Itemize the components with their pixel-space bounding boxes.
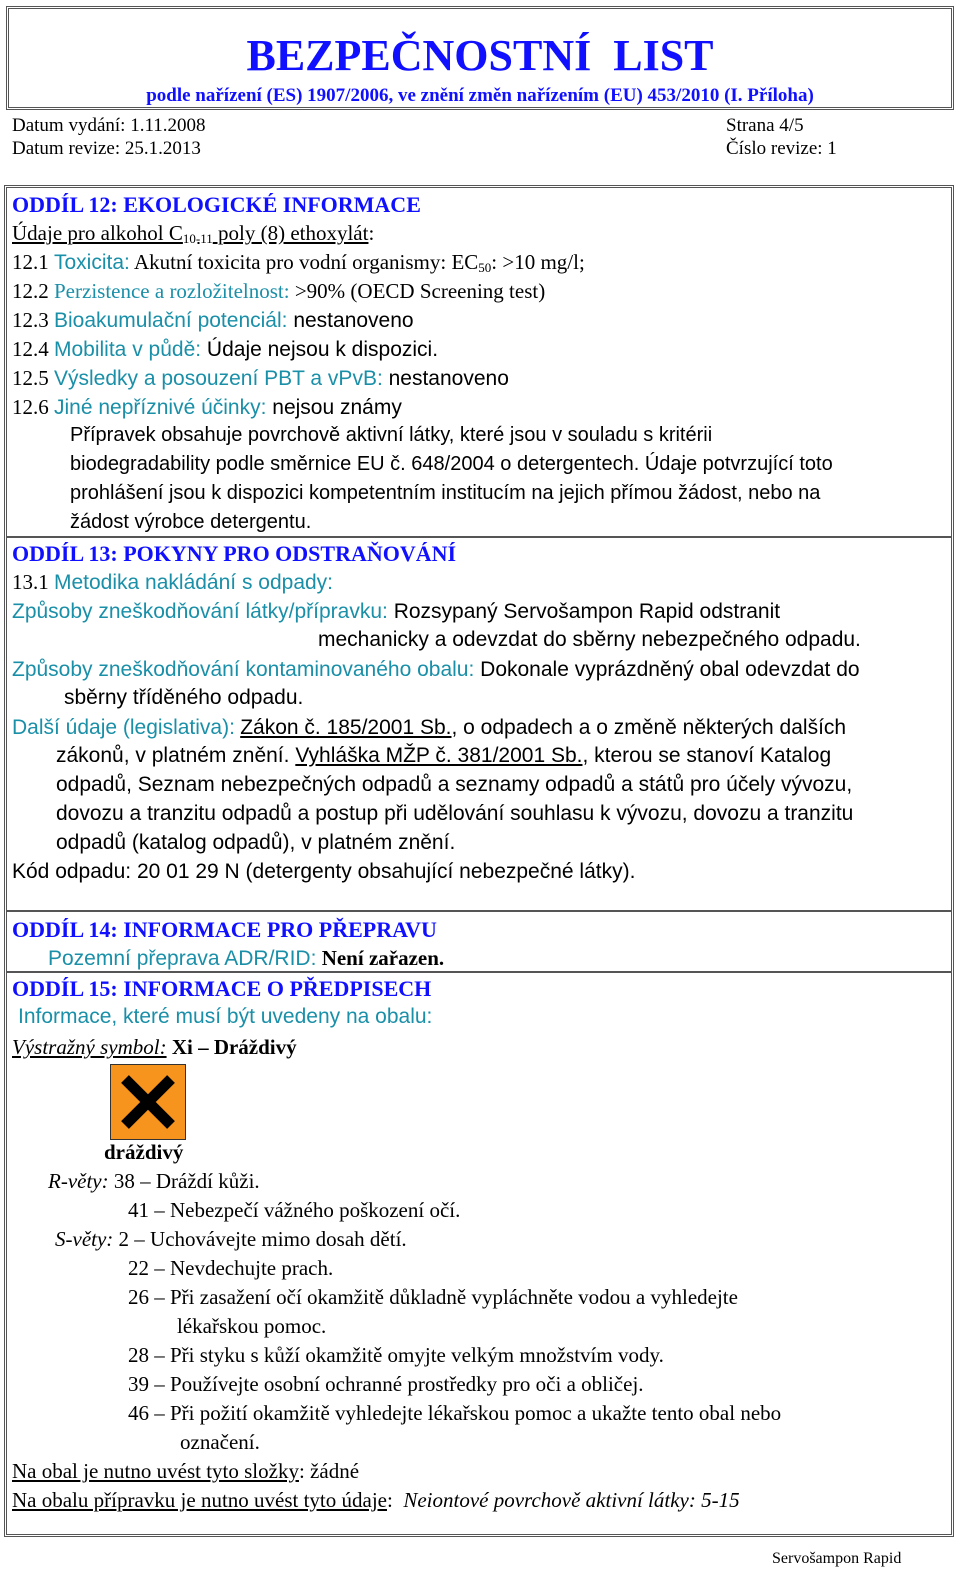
s-phrases-3: 26 – Při zasažení očí okamžitě důkladně vypláchněte vodou a vyhledejte	[128, 1285, 738, 1309]
section-14-heading: ODDÍL 14: INFORMACE PRO PŘEPRAVU	[12, 917, 437, 942]
harmful-irritant-x-icon	[110, 1064, 186, 1140]
s15-info: Informace, které musí být uvedeny na obalu:	[18, 1005, 433, 1028]
s13-legislation-2: zákonů, v platném znění. Vyhláška MŽP č. 381/2001 Sb., kterou se stanoví Katalog	[56, 744, 832, 767]
s15-symbol-line: Výstražný symbol: Xi – Dráždivý	[12, 1035, 297, 1059]
s-phrases-5: 39 – Používejte osobní ochranné prostředky pro oči a obličej.	[128, 1372, 644, 1396]
law-link[interactable]: Zákon č. 185/2001 Sb.	[240, 716, 452, 739]
r-phrases-1: R-věty: 38 – Dráždí kůži.	[48, 1169, 260, 1193]
issue-date: Datum vydání: 1.11.2008	[12, 115, 206, 136]
s13-waste-code: Kód odpadu: 20 01 29 N (detergenty obsahující nebezpečné látky).	[12, 860, 636, 883]
r-phrases-2: 41 – Nebezpečí vážného poškození očí.	[128, 1198, 461, 1222]
footer-product-name: Servošampon Rapid	[772, 1550, 902, 1567]
s-phrases-1: S-věty: 2 – Uchovávejte mimo dosah dětí.	[55, 1227, 407, 1251]
s12-item-6: 12.6 Jiné nepříznivé účinky: nejsou známy	[12, 395, 402, 419]
pictogram-caption: dráždivý	[104, 1140, 184, 1164]
section-13-heading: ODDÍL 13: POKYNY PRO ODSTRAŇOVÁNÍ	[12, 541, 457, 566]
divider-14-15	[6, 971, 952, 973]
s12-item-4: 12.4 Mobilita v půdě: Údaje nejsou k dispozici.	[12, 337, 439, 361]
s13-legislation-5: odpadů (katalog odpadů), v platném znění.	[56, 831, 456, 854]
document-subtitle: podle nařízení (ES) 1907/2006, ve znění změn nařízením (EU) 453/2010 (I. Příloha)	[146, 85, 814, 106]
components-line: Na obal je nutno uvést tyto složky: žádné	[12, 1459, 360, 1483]
divider-12-13	[6, 536, 952, 538]
s12-para-line-1: Přípravek obsahuje povrchově aktivní látky, které jsou v souladu s kritérii	[70, 424, 713, 446]
s13-method: 13.1 Metodika nakládání s odpady:	[12, 570, 334, 594]
s-phrases-6: 46 – Při požití okamžitě vyhledejte lékařskou pomoc a ukažte tento obal nebo	[128, 1401, 782, 1425]
s13-way-1: Způsoby zneškodňování látky/přípravku: Rozsypaný Servošampon Rapid odstranit	[12, 600, 781, 623]
s12-para-line-2: biodegradability podle směrnice EU č. 648/2004 o detergentech. Údaje potvrzující toto	[70, 453, 833, 475]
s13-way-2-cont: sběrny tříděného odpadu.	[64, 686, 304, 709]
divider-13-14	[6, 910, 952, 912]
section-15-heading: ODDÍL 15: INFORMACE O PŘEDPISECH	[12, 976, 432, 1001]
s-phrases-6-cont: označení.	[180, 1430, 260, 1454]
s13-legislation-3: odpadů, Seznam nebezpečných odpadů a seznamy odpadů a států pro účely vývozu,	[56, 773, 853, 796]
s-phrases-2: 22 – Nevdechujte prach.	[128, 1256, 334, 1280]
s12-item-5: 12.5 Výsledky a posouzení PBT a vPvB: nestanoveno	[12, 366, 509, 390]
page-number: Strana 4/5	[726, 115, 804, 136]
s13-legislation-4: dovozu a tranzitu odpadů a postup při udělování souhlasu k vývozu, dovozu a tranzitu	[56, 802, 854, 825]
s14-transport: Pozemní přeprava ADR/RID: Není zařazen.	[48, 946, 445, 970]
s12-intro: Údaje pro alkohol $C_{10-11}$ poly (8) ethoxylát:	[12, 221, 375, 246]
document-title: BEZPEČNOSTNÍ LIST	[246, 31, 714, 80]
section-12-heading: ODDÍL 12: EKOLOGICKÉ INFORMACE	[12, 192, 421, 217]
revision-date: Datum revize: 25.1.2013	[12, 138, 201, 159]
s12-para-line-3: prohlášení jsou k dispozici kompetentním institucím na jejich přímou žádost, nebo na	[70, 482, 821, 504]
s12-item-2: 12.2 Perzistence a rozložitelnost: >90% (OECD Screening test)	[12, 279, 546, 303]
s-phrases-3-cont: lékařskou pomoc.	[177, 1314, 327, 1338]
s13-way-1-cont: mechanicky a odevzdat do sběrny nebezpečného odpadu.	[318, 628, 861, 651]
s13-way-2: Způsoby zneškodňování kontaminovaného obalu: Dokonale vyprázdněný obal odevzdat do	[12, 658, 860, 681]
s12-item-1: 12.1 Toxicita: Akutní toxicita pro vodní organismy: $EC_{50}$: >10 mg/l;	[12, 250, 585, 275]
s13-legislation-1: Další údaje (legislativa): Zákon č. 185/2001 Sb., o odpadech a o změně některých dalších	[12, 716, 847, 739]
decree-link[interactable]: Vyhláška MŽP č. 381/2001 Sb.	[295, 744, 583, 767]
s-phrases-4: 28 – Při styku s kůží okamžitě omyjte velkým množstvím vody.	[128, 1343, 664, 1367]
s12-para-line-4: žádost výrobce detergentu.	[70, 511, 312, 533]
s12-item-3: 12.3 Bioakumulační potenciál: nestanoveno	[12, 308, 414, 332]
label-data-line: Na obalu přípravku je nutno uvést tyto údaje: Neiontové povrchově aktivní látky: 5-15	[12, 1488, 740, 1512]
revision-number: Číslo revize: 1	[726, 138, 837, 159]
